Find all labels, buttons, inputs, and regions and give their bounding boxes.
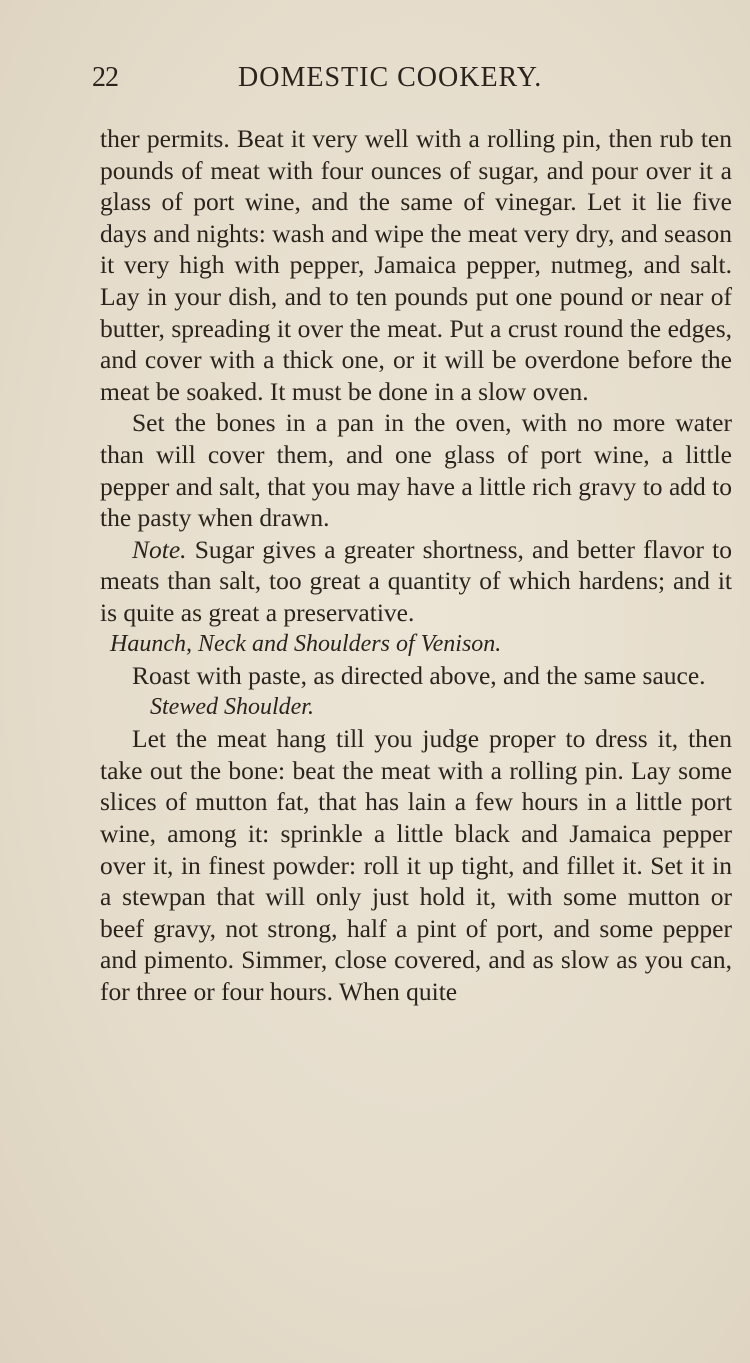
paragraph-continued: ther permits. Beat it very well with a rolling pin, then rub ten pounds of meat with four ounces of sugar, and pour over it a glass of port wine, and the same of vinegar. Let it lie five days and nights: wash and wipe the meat very dry, and season it very high with pepper, Jamaica pepper, nutmeg, and salt. Lay in your dish, and to ten pounds put one pound or near of butter, spreading it over the meat. Put a crust round the edges, and cover with a thick one, or it will be overdone before the meat be soaked. It must be done in a slow oven.: [100, 124, 732, 406]
paragraph-note: [100, 534, 732, 629]
section-heading-venison: Haunch, Neck and Shoulders of Venison.: [110, 630, 502, 657]
paragraph-bones: Set the bones in a pan in the oven, with no more water than will cover them, and one glass of port wine, a little pepper and salt, that you may have a little rich gravy to add to the pasty when drawn.: [100, 408, 732, 533]
running-head: DOMESTIC COOKERY.: [238, 62, 543, 93]
paragraph-stewed: Let the meat hang till you judge proper to dress it, then take out the bone: beat the meat with a rolling pin. Lay some slices of mutton fat, that has lain a few hours in a little port wine, among it: sprinkle a little black and Jamaica pepper over it, in finest powder: roll it up tight, and fillet it. Set it in a stewpan that will only just hold it, with some mutton or beef gravy, not strong, half a pint of port, and some pepper and pimento. Simmer, close covered, and as slow as you can, for three or four hours. When quite: [100, 724, 732, 1007]
section-heading-stewed-shoulder: Stewed Shoulder.: [150, 693, 314, 720]
paragraph-roast: Roast with paste, as directed above, and the same sauce.: [132, 661, 706, 691]
page-number: 22: [92, 62, 118, 93]
note-label: Note.: [132, 534, 187, 564]
page-header: [92, 62, 622, 102]
note-text: Sugar gives a greater shortness, and better flavor to meats than salt, too great a quantity of which hardens; and it is quite as great a preservative.: [100, 534, 733, 627]
page-body: [100, 123, 732, 1008]
